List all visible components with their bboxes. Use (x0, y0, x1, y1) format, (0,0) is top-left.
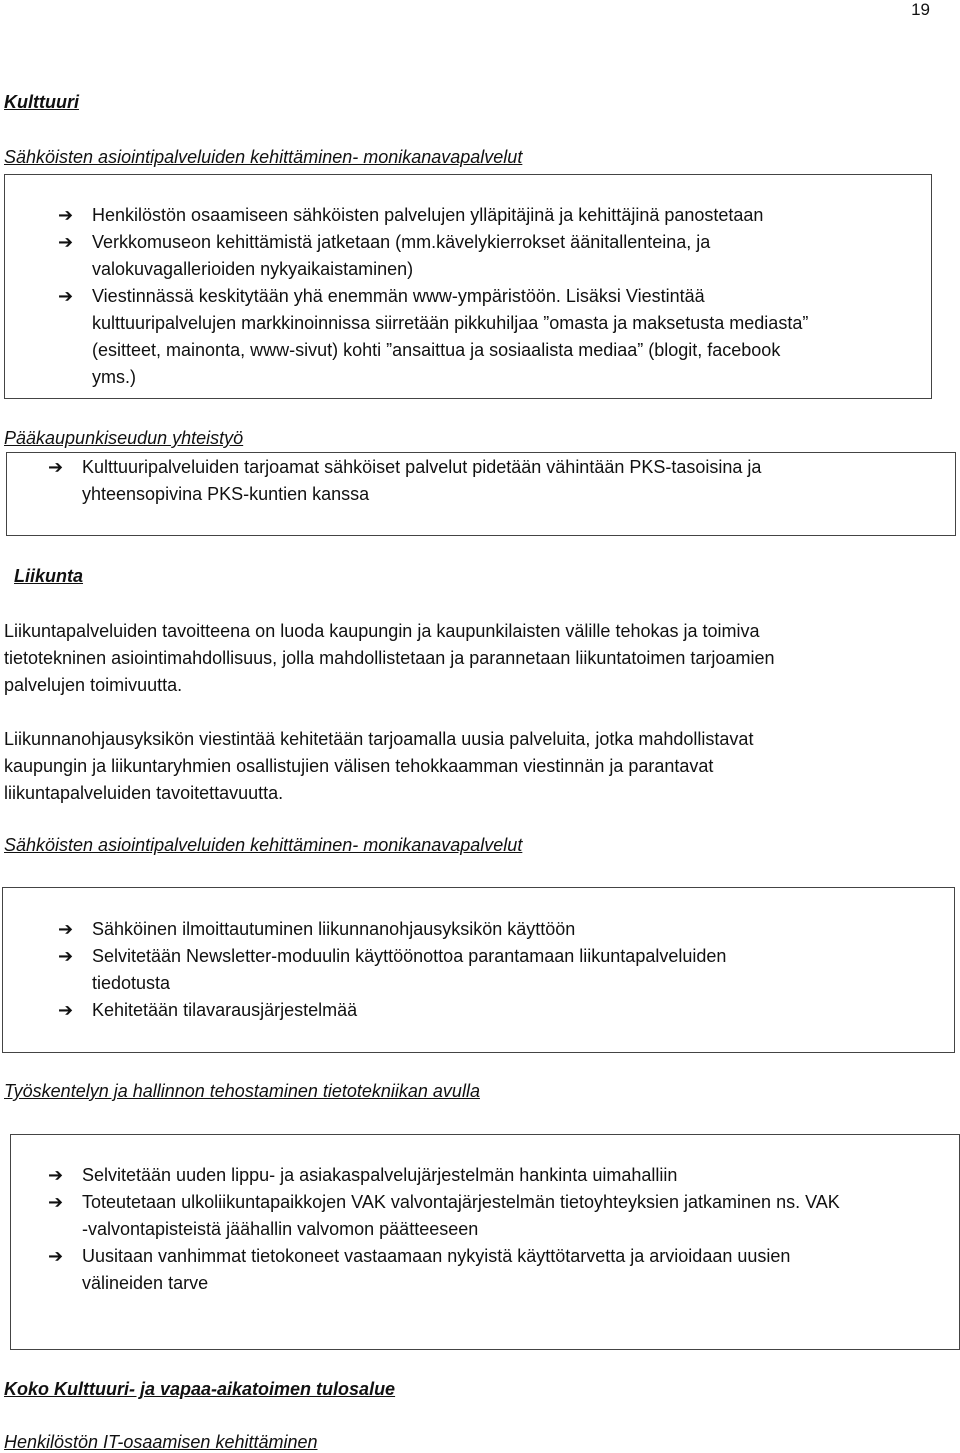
section-heading-koko: Koko Kulttuuri- ja vapaa-aikatoimen tulosalue (4, 1379, 396, 1399)
paragraph-liikunta-communication: Liikunnanohjausyksikön viestintää kehitetään tarjoamalla uusia palveluita, jotka mahdollistavat kaupungin ja liikuntaryhmien osallistujien välisen tehokkaamman viestinnän ja parantavat liikuntapalveluiden tavoitettavuutta. (4, 729, 754, 803)
section-heading-kulttuuri: Kulttuuri (4, 92, 79, 112)
list-item: ➔ Viestinnässä keskitytään yhä enemmän www-ympäristöön. Lisäksi Viestintää kulttuuripalvelujen markkinoinnissa siirretään pikkuhiljaa ”omasta ja maksetusta mediasta” (esitteet, mainonta, www-sivut) kohti ”ansaittua ja sosiaalista mediaa” (blogit, facebook yms.) (58, 283, 918, 391)
list-item: ➔ Selvitetään Newsletter-moduulin käyttöönottoa parantamaan liikuntapalveluiden tiedotusta (58, 943, 918, 997)
subheading-pks-cooperation: Pääkaupunkiseudun yhteistyö (4, 428, 244, 448)
right-arrow-icon: ➔ (58, 286, 74, 306)
subheading-it-skills: Henkilöstön IT-osaamisen kehittäminen (4, 1432, 318, 1452)
list-item: ➔ Selvitetään uuden lippu- ja asiakaspalvelujärjestelmän hankinta uimahalliin (48, 1162, 953, 1189)
paragraph-liikunta-goal: Liikuntapalveluiden tavoitteena on luoda kaupungin ja kaupunkilaisten välille tehokas ja toimiva tietotekninen asiointimahdollisuus, jolla mahdollistetaan ja parannetaan liikuntatoimen tarjoamien palvelujen toimivuutta. (4, 621, 775, 695)
right-arrow-icon: ➔ (58, 946, 74, 966)
right-arrow-icon: ➔ (48, 1246, 64, 1266)
subheading-liikunta-services: Sähköisten asiointipalveluiden kehittäminen- monikanavapalvelut (4, 835, 523, 855)
right-arrow-icon: ➔ (58, 205, 74, 225)
list-item: ➔ Henkilöstön osaamiseen sähköisten palvelujen ylläpitäjinä ja kehittäjinä panostetaan (58, 202, 918, 229)
list-item: ➔ Sähköinen ilmoittautuminen liikunnanohjausyksikön käyttöön (58, 916, 918, 943)
subheading-it-efficiency: Työskentelyn ja hallinnon tehostaminen tietotekniikan avulla (4, 1081, 480, 1101)
subheading-kulttuuri-services: Sähköisten asiointipalveluiden kehittäminen- monikanavapalvelut (4, 147, 523, 167)
list-item: ➔ Verkkomuseon kehittämistä jatketaan (mm.kävelykierrokset äänitallenteina, ja valokuvagallerioiden nykyaikaistaminen) (58, 229, 918, 283)
right-arrow-icon: ➔ (58, 232, 74, 252)
right-arrow-icon: ➔ (48, 457, 64, 477)
right-arrow-icon: ➔ (48, 1165, 64, 1185)
list-item: ➔ Toteutetaan ulkoliikuntapaikkojen VAK valvontajärjestelmän tietoyhteyksien jatkaminen ns. VAK -valvontapisteistä jäähallin valvomon päätteeseen (48, 1189, 953, 1243)
page-number: 19 (911, 0, 930, 19)
right-arrow-icon: ➔ (58, 1000, 74, 1020)
section-heading-liikunta: Liikunta (14, 566, 84, 586)
right-arrow-icon: ➔ (48, 1192, 64, 1212)
list-item: ➔ Uusitaan vanhimmat tietokoneet vastaamaan nykyistä käyttötarvetta ja arvioidaan uusien välineiden tarve (48, 1243, 953, 1297)
right-arrow-icon: ➔ (58, 919, 74, 939)
list-item: ➔ Kulttuuripalveluiden tarjoamat sähköiset palvelut pidetään vähintään PKS-tasoisina ja yhteensopivina PKS-kuntien kanssa (48, 454, 928, 508)
list-item: ➔ Kehitetään tilavarausjärjestelmää (58, 997, 918, 1024)
